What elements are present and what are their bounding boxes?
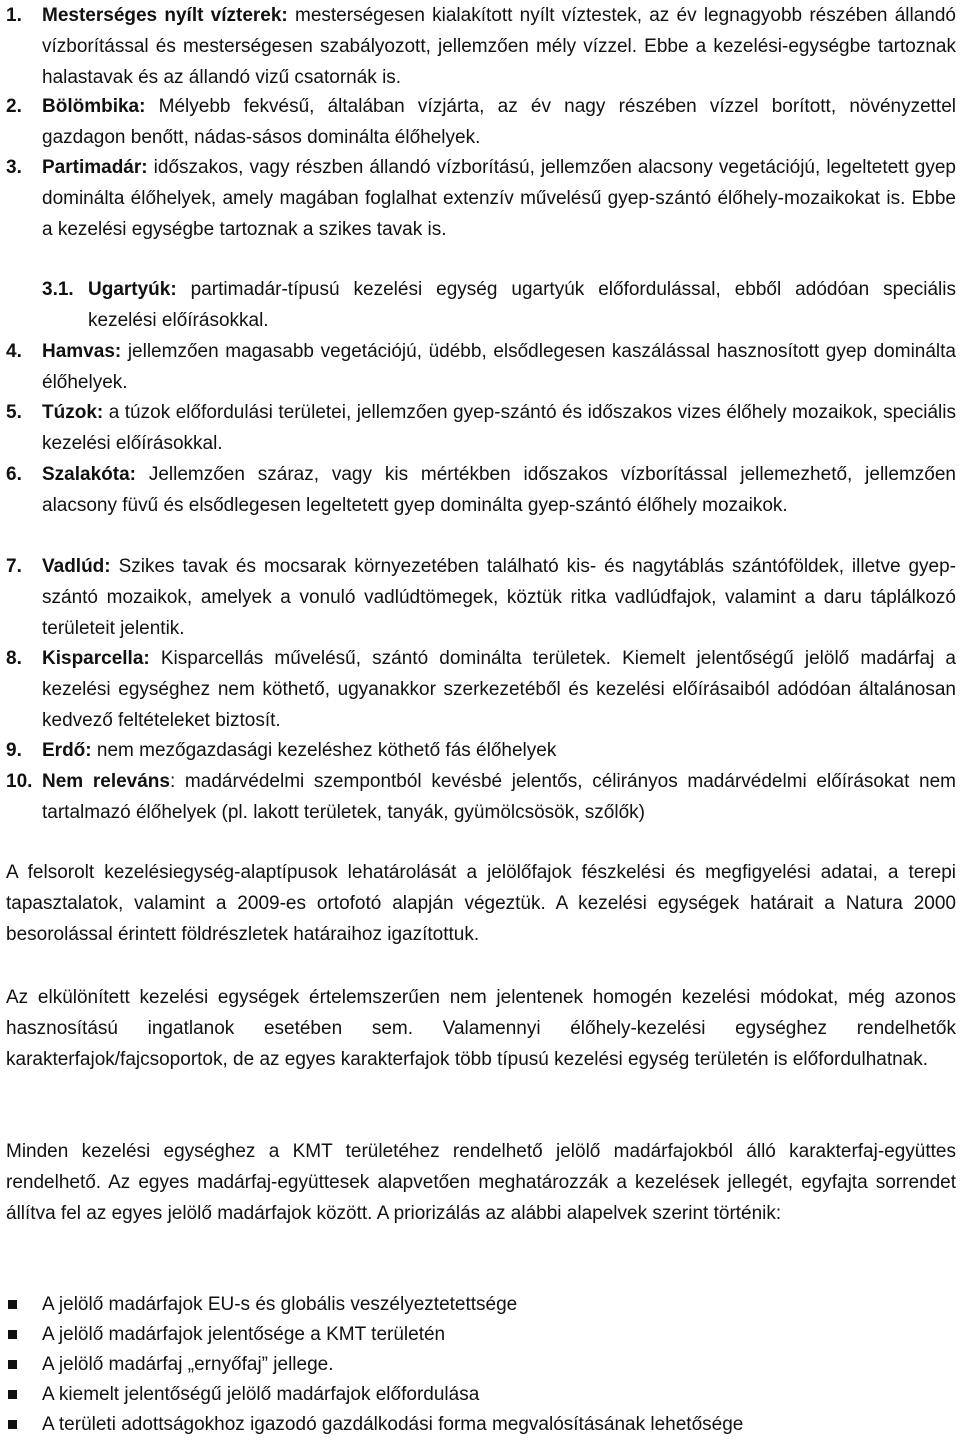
item-number: 7. [6, 556, 22, 577]
item-body [42, 735, 956, 766]
item-number: 5. [6, 402, 22, 423]
item-term: Szalakóta: [42, 464, 136, 485]
item-number: 4. [6, 341, 22, 362]
item-number: 6. [6, 464, 22, 485]
item-text: Mélyebb fekvésű, általában vízjárta, az év nagy részében vízzel borított, növényzettel gazdagon benőtt, nádas-sásos dominálta élőhelyek. [42, 96, 956, 148]
item-text: Jellemzően száraz, vagy kis mértékben időszakos vízborítással jellemezhető, jellemzően alacsony füvű és elsődlegesen legeltetett gyep dominálta gyep-szántó élőhely mozaikok. [42, 464, 956, 516]
square-bullet-icon [8, 1330, 17, 1339]
item-term: Kisparcella: [42, 648, 150, 669]
list-item [6, 1320, 956, 1350]
list-item [6, 152, 956, 245]
item-body [42, 459, 956, 521]
item-term: Ugartyúk: [88, 279, 177, 300]
square-bullet-icon [8, 1420, 17, 1429]
list-item [6, 735, 956, 766]
list-item [6, 459, 956, 521]
item-term: Hamvas: [42, 341, 122, 362]
list-item [6, 0, 956, 93]
item-text: partimadár-típusú kezelési egység ugartyúk előfordulással, ebből adódóan speciális kezelési előírásokkal. [88, 279, 956, 331]
bullet-list [6, 1290, 956, 1440]
list-item [6, 1290, 956, 1320]
list-item [6, 766, 956, 828]
item-body [88, 274, 956, 336]
list-item [6, 1350, 956, 1380]
bullet-text: A jelölő madárfajok jelentősége a KMT területén [42, 1324, 446, 1345]
item-number: 1. [6, 5, 22, 26]
bullet-text: A területi adottságokhoz igazodó gazdálkodási forma megvalósításának lehetősége [42, 1414, 744, 1435]
list-item [6, 1410, 956, 1440]
item-term: Nem releváns [42, 771, 170, 792]
bullet-text: A jelölő madárfajok EU-s és globális veszélyeztetettsége [42, 1294, 518, 1315]
item-number: 2. [6, 96, 22, 117]
square-bullet-icon [8, 1390, 17, 1399]
item-body [42, 0, 956, 93]
item-term: Erdő: [42, 740, 92, 761]
bullet-text: A jelölő madárfaj „ernyőfaj” jellege. [42, 1354, 334, 1375]
paragraph: Minden kezelési egységhez a KMT területéhez rendelhető jelölő madárfajokból álló karakterfaj-együttes rendelhető. Az egyes madárfaj-együttesek alapvetően meghatározzák a kezelések jellegét, egyfajta sorrendet állítva fel az egyes jelölő madárfajok között. A priorizálás az alábbi alapelvek szerint történik: [6, 1141, 956, 1224]
square-bullet-icon [8, 1300, 17, 1309]
paragraph: Az elkülönített kezelési egységek értelemszerűen nem jelentenek homogén kezelési módokat, még azonos hasznosítású ingatlanok esetében sem. Valamennyi élőhely-kezelési egységhez rendelhetők karakterfajok/fajcsoportok, de az egyes karakterfajok több típusú kezelési egység területén is előfordulhatnak. [6, 987, 956, 1070]
item-text: Kisparcellás művelésű, szántó dominálta területek. Kiemelt jelentőségű jelölő madárfaj a kezelési egységhez nem köthető, ugyanakkor szerkezetéből és kezelési előírásaiból adódóan általánosan kedvező feltételeket biztosít. [42, 648, 956, 731]
item-text: Szikes tavak és mocsarak környezetében található kis- és nagytáblás szántóföldek, illetve gyep-szántó mozaikok, amelyek a vonuló vadlúdtömegek, köztük ritka vadlúdfajok, valamint a daru táplálkozó területeit jelentik. [42, 556, 956, 639]
item-term: Túzok: [42, 402, 104, 423]
item-text: jellemzően magasabb vegetációjú, üdébb, elsődlegesen kaszálással hasznosított gyep dominálta élőhelyek. [42, 341, 956, 393]
item-text: : madárvédelmi szempontból kevésbé jelentős, célirányos madárvédelmi előírásokat nem tartalmazó élőhelyek (pl. lakott területek, tanyák, gyümölcsösök, szőlők) [42, 771, 956, 823]
item-body [42, 551, 956, 644]
list-item [6, 551, 956, 644]
item-term: Mesterséges nyílt vízterek: [42, 5, 288, 26]
item-text: mesterségesen kialakított nyílt víztestek, az év legnagyobb részében állandó vízborítással és mesterségesen szabályozott, jellemzően mély vízzel. Ebbe a kezelési-egységbe tartoznak halastavak és az állandó vizű csatornák is. [42, 5, 956, 88]
item-body [42, 397, 956, 459]
list-item [6, 274, 956, 336]
list-item [6, 336, 956, 398]
item-term: Partimadár: [42, 157, 148, 178]
item-number: 10. [6, 771, 33, 792]
square-bullet-icon [8, 1360, 17, 1369]
item-body [42, 152, 956, 245]
item-body [42, 643, 956, 736]
bullet-text: A kiemelt jelentőségű jelölő madárfajok előfordulása [42, 1384, 480, 1405]
item-number: 8. [6, 648, 22, 669]
item-body [42, 336, 956, 398]
list-item [6, 643, 956, 736]
list-item [6, 397, 956, 459]
item-term: Bölömbika: [42, 96, 146, 117]
item-number: 3.1. [42, 279, 74, 300]
item-body [42, 91, 956, 153]
item-body [42, 766, 956, 828]
list-item [6, 1380, 956, 1410]
list-item [6, 91, 956, 153]
item-text: időszakos, vagy részben állandó vízborítású, jellemzően alacsony vegetációjú, legeltetett gyep dominálta élőhelyek, amely magában foglalhat extenzív művelésű gyep-szántó élőhely-mozaikokat is. Ebbe a kezelési egységbe tartoznak a szikes tavak is. [42, 157, 956, 240]
item-text: nem mezőgazdasági kezeléshez köthető fás élőhelyek [91, 740, 557, 761]
item-number: 3. [6, 157, 22, 178]
item-number: 9. [6, 740, 22, 761]
item-term: Vadlúd: [42, 556, 111, 577]
paragraph: A felsorolt kezelésiegység-alaptípusok lehatárolását a jelölőfajok fészkelési és megfigyelési adatai, a terepi tapasztalatok, valamint a 2009-es ortofotó alapján végeztük. A kezelési egységek határait a Natura 2000 besorolással érintett földrészletek határaihoz igazítottuk. [6, 862, 956, 945]
item-text: a túzok előfordulási területei, jellemzően gyep-szántó és időszakos vizes élőhely mozaikok, speciális kezelési előírásokkal. [42, 402, 956, 454]
